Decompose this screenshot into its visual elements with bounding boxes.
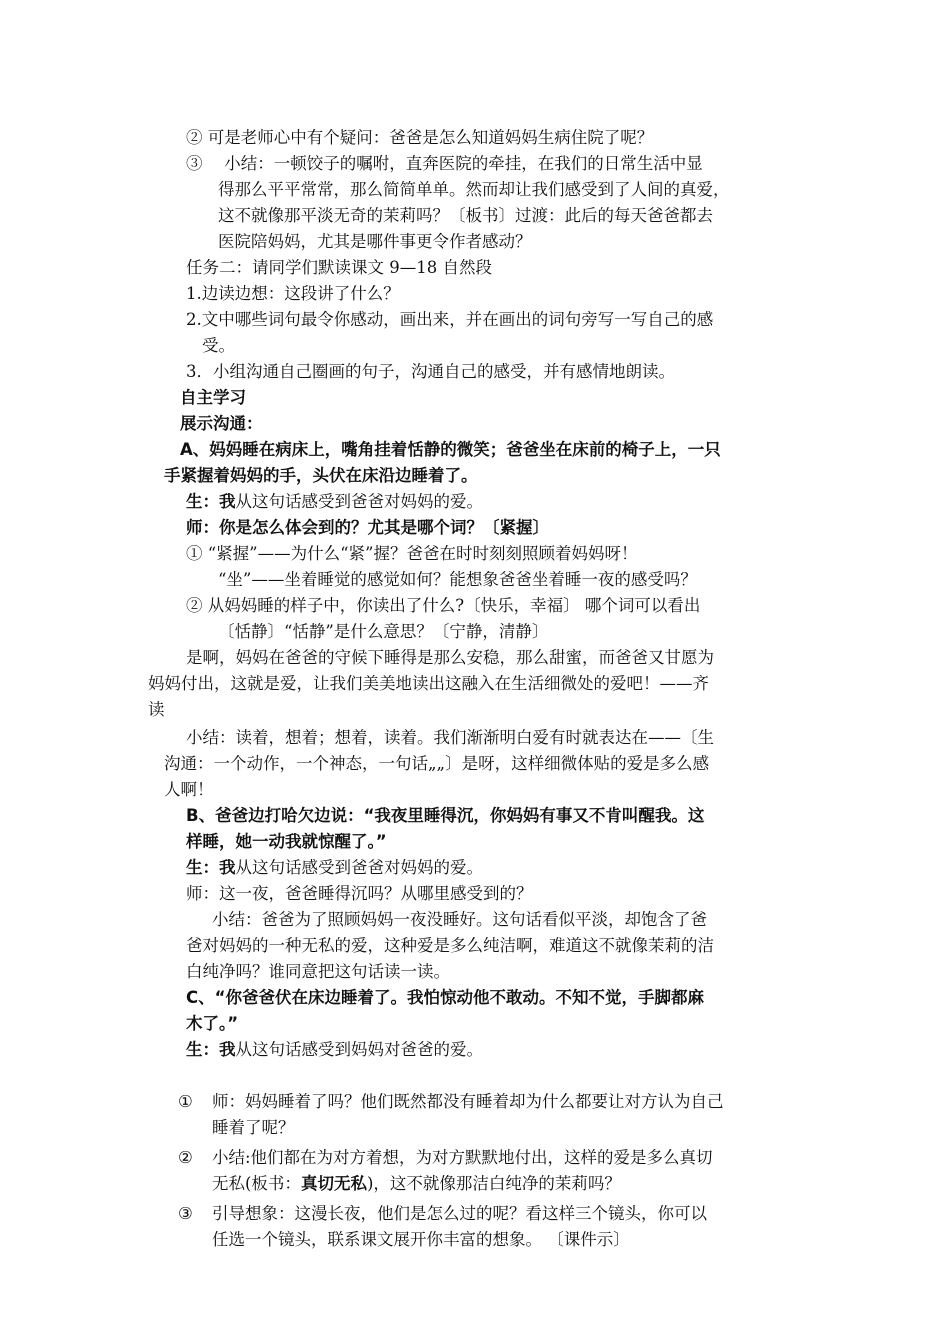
text-line: 师：这一夜，爸爸睡得沉吗？从哪里感受到的？ bbox=[186, 884, 533, 903]
text-span: 无私(板书： bbox=[212, 1174, 301, 1193]
text-line: 这不就像那平淡无奇的茉莉吗？〔板书〕过渡：此后的每天爸爸都去 bbox=[218, 206, 713, 225]
text-line: 1.边读边想：这段讲了什么？ bbox=[186, 284, 400, 303]
text-line: 2.文中哪些词句最令你感动，画出来，并在画出的词句旁写一写自己的感 bbox=[186, 310, 714, 329]
text-line: 爸对妈妈的一种无私的爱，这种爱是多么纯洁啊，难道这不就像茉莉的洁 bbox=[186, 936, 714, 955]
bold-span: 生：我 bbox=[186, 492, 236, 511]
text-line bbox=[186, 1039, 483, 1061]
list-marker: ② bbox=[178, 1148, 193, 1167]
text-line: 睡着了呢？ bbox=[212, 1118, 295, 1137]
text-line: 医院陪妈妈，尤其是哪件事更令作者感动？ bbox=[218, 232, 532, 251]
quote-line: A、妈妈睡在病床上，嘴角挂着恬静的微笑；爸爸坐在床前的椅子上，一只 bbox=[180, 440, 721, 459]
bold-span: 生：我 bbox=[186, 1040, 236, 1059]
text-line: 师：妈妈睡着了吗？他们既然都没有睡着却为什么都要让对方认为自己 bbox=[212, 1092, 724, 1111]
text-line: 小结：爸爸为了照顾妈妈一夜没睡好。这句话看似平淡，却饱含了爸 bbox=[212, 910, 707, 929]
text-line: 3．小组沟通自己圈画的句子，沟通自己的感受，并有感情地朗读。 bbox=[186, 362, 675, 381]
text-line bbox=[186, 491, 483, 513]
text-line: 是啊，妈妈在爸爸的守候下睡得是那么安稳，那么甜蜜，而爸爸又甘愿为 bbox=[186, 648, 714, 667]
text-line: 受。 bbox=[202, 336, 235, 355]
text-line: 得那么平平常常，那么简简单单。然而却让我们感受到了人间的真爱， bbox=[218, 180, 730, 199]
text-line: ③ 小结：一顿饺子的嘱咐，直奔医院的牵挂，在我们的日常生活中显 bbox=[186, 154, 703, 173]
text-line: ② 可是老师心中有个疑问：爸爸是怎么知道妈妈生病住院了呢？ bbox=[186, 128, 654, 147]
text-line: 读 bbox=[148, 700, 165, 719]
text-line bbox=[186, 857, 483, 879]
text-line: 妈妈付出，这就是爱，让我们美美地读出这融入在生活细微处的爱吧！——齐 bbox=[148, 674, 709, 693]
section-heading: 自主学习 bbox=[180, 388, 246, 407]
list-marker: ① bbox=[178, 1092, 193, 1111]
text-line: 人啊！ bbox=[164, 780, 214, 799]
bold-span: 生：我 bbox=[186, 858, 236, 877]
text-line: ② 从妈妈睡的样子中，你读出了什么?〔快乐，幸福〕 哪个词可以看出 bbox=[186, 596, 701, 615]
text-line: 引导想象：这漫长夜，他们是怎么过的呢？看这样三个镜头，你可以 bbox=[212, 1204, 707, 1223]
text-line: 沟通：一个动作，一个神态，一句话„„〕是呀，这样细微体贴的爱是多么感 bbox=[164, 754, 710, 773]
quote-line: B、爸爸边打哈欠边说：“我夜里睡得沉，你妈妈有事又不肯叫醒我。这 bbox=[186, 806, 705, 825]
quote-line: 木了。” bbox=[186, 1014, 239, 1033]
list-marker: ③ bbox=[178, 1204, 193, 1223]
section-heading: 展示沟通： bbox=[180, 414, 263, 433]
text-span: 从这句话感受到爸爸对妈妈的爱。 bbox=[235, 858, 483, 877]
text-line: 任务二：请同学们默读课文 9—18 自然段 bbox=[186, 258, 492, 277]
text-span: 从这句话感受到妈妈对爸爸的爱。 bbox=[235, 1040, 483, 1059]
board-note: 真切无私 bbox=[300, 1174, 367, 1193]
text-line: 小结：读着，想着；想着，读着。我们渐渐明白爱有时就表达在——〔生 bbox=[186, 728, 714, 747]
quote-line: 手紧握着妈妈的手，头伏在床沿边睡着了。 bbox=[164, 466, 478, 485]
text-line: 小结:他们都在为对方着想，为对方默默地付出，这样的爱是多么真切 bbox=[212, 1148, 713, 1167]
text-line: “坐”——坐着睡觉的感觉如何？能想象爸爸坐着睡一夜的感受吗？ bbox=[218, 570, 697, 589]
question-line: 师：你是怎么体会到的？尤其是哪个词？〔紧握〕 bbox=[186, 518, 549, 537]
text-line: ① “紧握”——为什么“紧”握？爸爸在时时刻刻照顾着妈妈呀！ bbox=[186, 544, 638, 563]
text-line: 任选一个镜头，联系课文展开你丰富的想象。 〔课件示〕 bbox=[212, 1230, 630, 1249]
text-line: 〔恬静〕“恬静”是什么意思？〔宁静，清静〕 bbox=[218, 622, 549, 641]
text-span: 从这句话感受到爸爸对妈妈的爱。 bbox=[235, 492, 483, 511]
text-span: )，这不就像那洁白纯净的茉莉吗？ bbox=[366, 1174, 621, 1193]
quote-line: 样睡，她一动我就惊醒了。” bbox=[186, 832, 387, 851]
quote-line: C、“你爸爸伏在床边睡着了。我怕惊动他不敢动。不知不觉，手脚都麻 bbox=[186, 988, 704, 1007]
text-line: 白纯净吗？谁同意把这句话读一读。 bbox=[186, 962, 450, 981]
text-line bbox=[212, 1173, 621, 1195]
